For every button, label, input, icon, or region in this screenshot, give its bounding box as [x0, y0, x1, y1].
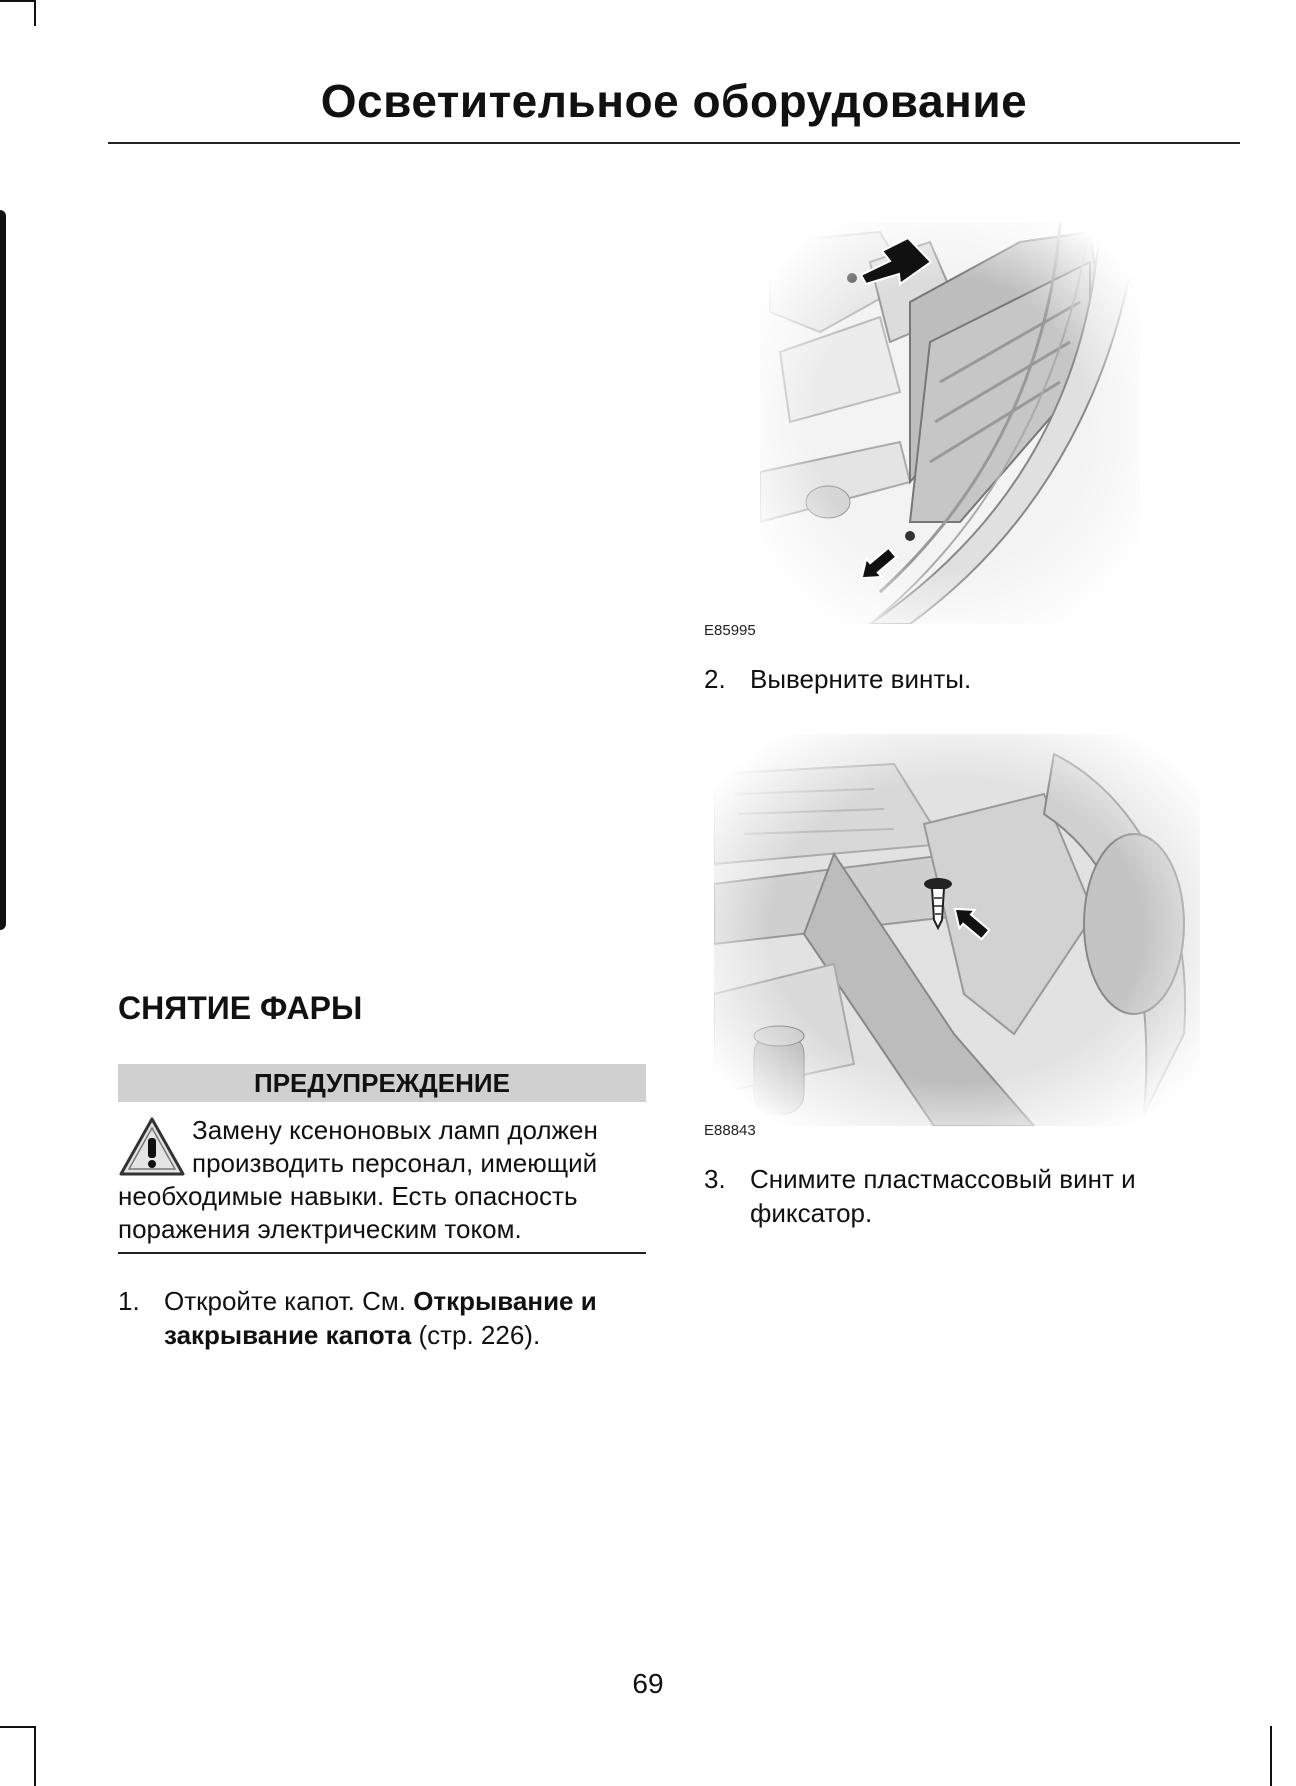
scan-edge-top-left	[0, 0, 36, 2]
scan-edge-left	[0, 210, 6, 930]
scan-edge-top-left-vertical	[34, 0, 36, 26]
plastic-clip-figure	[714, 734, 1200, 1126]
title-divider	[108, 142, 1240, 144]
hood-opening-link[interactable]: Открывание и закрывание капота	[164, 1286, 597, 1350]
step-text	[164, 1284, 658, 1352]
figure-1-code: E85995	[704, 622, 756, 639]
step-number: 2.	[704, 664, 726, 694]
warning-divider	[118, 1252, 646, 1254]
step-number: 1.	[118, 1286, 140, 1316]
step-text: Выверните винты.	[750, 664, 972, 694]
step-number: 3.	[704, 1164, 726, 1194]
step-text-post: (стр. 226).	[411, 1320, 541, 1350]
scan-edge-bottom-left	[0, 1726, 36, 1728]
warning-label: ПРЕДУПРЕЖДЕНИЕ	[118, 1064, 646, 1102]
warning-triangle-icon	[118, 1116, 186, 1178]
page-number: 69	[632, 1668, 664, 1699]
step-text-pre: Откройте капот. См.	[164, 1286, 414, 1316]
step-3	[704, 1162, 1224, 1230]
warning-box	[118, 1114, 646, 1246]
step-2	[704, 662, 1224, 696]
figure-2-code: E88843	[704, 1122, 756, 1139]
step-1	[118, 1284, 658, 1352]
warning-text: Замену ксеноновых ламп должен производить персонал, имеющий необходимые навыки. Есть опасность поражения электрическим током.	[118, 1115, 598, 1244]
page-title: Осветительное оборудование	[320, 75, 1028, 127]
scan-edge-bottom-left-vertical	[34, 1726, 36, 1786]
section-heading: СНЯТИЕ ФАРЫ	[118, 990, 363, 1026]
scan-edge-bottom-right	[1270, 1726, 1272, 1786]
step-text: Снимите пластмассовый винт и фиксатор.	[750, 1164, 1136, 1228]
headlight-screws-figure	[760, 222, 1140, 624]
